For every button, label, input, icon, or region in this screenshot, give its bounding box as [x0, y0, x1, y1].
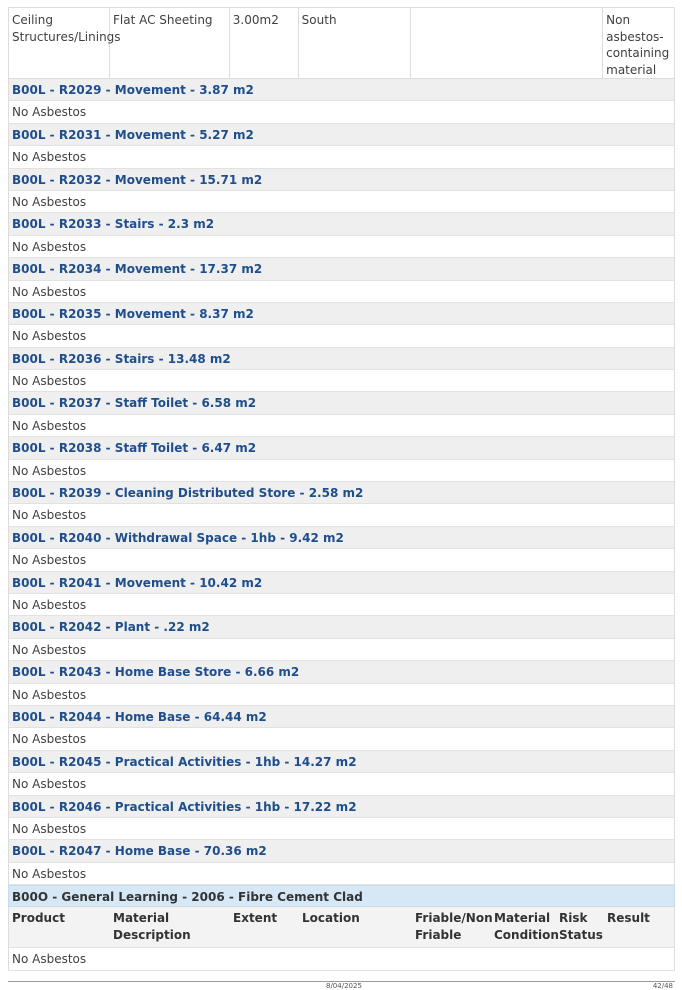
room-heading: B00L - R2044 - Home Base - 64.44 m2	[8, 706, 675, 728]
footer-date: 8/04/2025	[326, 982, 362, 990]
header-friable: Friable/Non Friable	[415, 911, 493, 942]
room-status: No Asbestos	[8, 281, 675, 303]
room-heading: B00L - R2039 - Cleaning Distributed Store - 2.58 m2	[8, 482, 675, 504]
header-product: Product	[12, 911, 65, 926]
room-heading: B00L - R2042 - Plant - .22 m2	[8, 616, 675, 638]
room-status: No Asbestos	[8, 818, 675, 840]
header-material-description: Material Description	[113, 911, 191, 942]
room-status: No Asbestos	[8, 594, 675, 616]
room-status: No Asbestos	[8, 773, 675, 795]
section-status: No Asbestos	[8, 948, 675, 971]
room-heading: B00L - R2038 - Staff Toilet - 6.47 m2	[8, 437, 675, 459]
room-status: No Asbestos	[8, 460, 675, 482]
room-status: No Asbestos	[8, 684, 675, 706]
room-status: No Asbestos	[8, 325, 675, 347]
room-heading: B00L - R2034 - Movement - 17.37 m2	[8, 258, 675, 280]
page-footer	[8, 981, 675, 989]
room-status: No Asbestos	[8, 101, 675, 123]
room-heading: B00L - R2031 - Movement - 5.27 m2	[8, 124, 675, 146]
room-heading: B00L - R2040 - Withdrawal Space - 1hb - 9.42 m2	[8, 527, 675, 549]
room-heading: B00L - R2037 - Staff Toilet - 6.58 m2	[8, 392, 675, 414]
section-title: B00O - General Learning - 2006 - Fibre Cement Clad	[8, 885, 675, 907]
room-heading: B00L - R2041 - Movement - 10.42 m2	[8, 572, 675, 594]
material-cell: Flat AC Sheeting	[110, 8, 230, 78]
room-heading: B00L - R2033 - Stairs - 2.3 m2	[8, 213, 675, 235]
room-heading: B00L - R2032 - Movement - 15.71 m2	[8, 169, 675, 191]
product-cell: Ceiling Structures/Linings	[9, 8, 110, 78]
header-material-condition: Material Condition	[494, 911, 559, 942]
footer-page-number: 42/48	[652, 982, 673, 990]
location-cell: South	[299, 8, 412, 78]
room-heading: B00L - R2036 - Stairs - 13.48 m2	[8, 348, 675, 370]
room-status: No Asbestos	[8, 415, 675, 437]
material-row	[8, 7, 675, 79]
room-status: No Asbestos	[8, 146, 675, 168]
header-risk-status: Risk Status	[559, 911, 603, 942]
header-result: Result	[607, 911, 650, 926]
room-heading: B00L - R2047 - Home Base - 70.36 m2	[8, 840, 675, 862]
room-status: No Asbestos	[8, 370, 675, 392]
friable-condition-risk-cell	[411, 8, 603, 78]
column-header-row	[8, 907, 675, 948]
room-heading: B00L - R2046 - Practical Activities - 1hb - 17.22 m2	[8, 796, 675, 818]
room-status: No Asbestos	[8, 728, 675, 750]
room-status: No Asbestos	[8, 236, 675, 258]
room-status: No Asbestos	[8, 863, 675, 885]
extent-cell: 3.00m2	[230, 8, 299, 78]
result-cell: Non asbestos-containing material	[606, 13, 670, 77]
room-status: No Asbestos	[8, 549, 675, 571]
room-heading: B00L - R2043 - Home Base Store - 6.66 m2	[8, 661, 675, 683]
header-location: Location	[302, 911, 360, 926]
report-page	[8, 7, 675, 971]
room-status: No Asbestos	[8, 639, 675, 661]
room-status: No Asbestos	[8, 504, 675, 526]
room-heading: B00L - R2045 - Practical Activities - 1hb - 14.27 m2	[8, 751, 675, 773]
header-extent: Extent	[233, 911, 278, 926]
room-heading: B00L - R2029 - Movement - 3.87 m2	[8, 79, 675, 101]
room-heading: B00L - R2035 - Movement - 8.37 m2	[8, 303, 675, 325]
room-status: No Asbestos	[8, 191, 675, 213]
room-list	[8, 79, 675, 885]
